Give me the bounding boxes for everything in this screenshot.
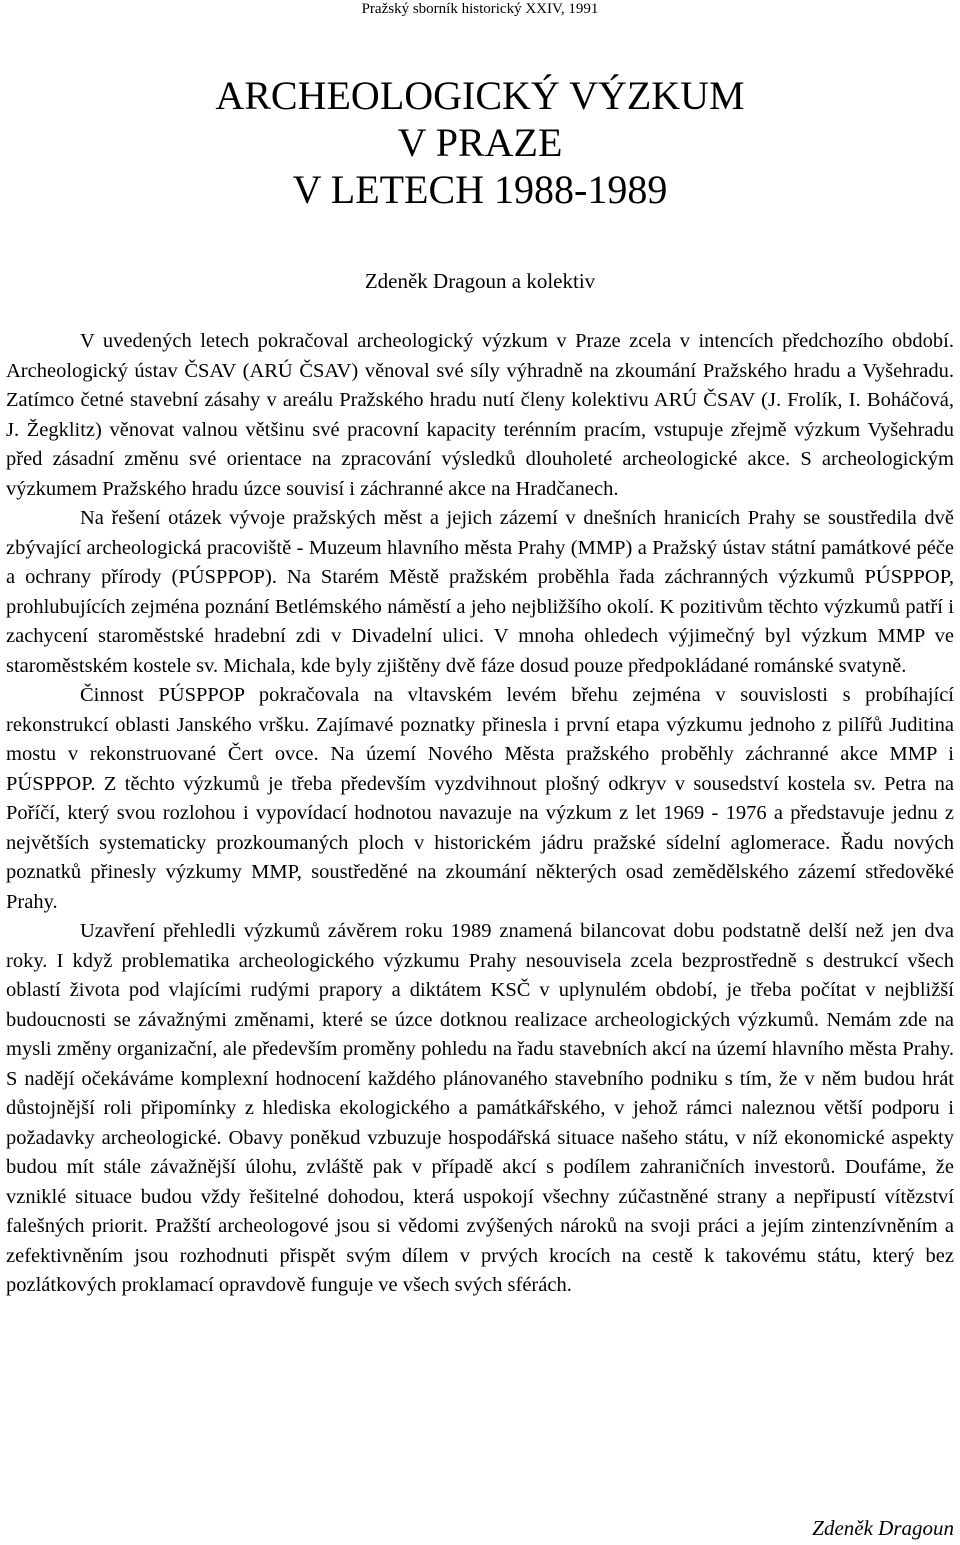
paragraph-3: Činnost PÚSPPOP pokračovala na vltavském levém břehu zejména v souvislosti s probíhající rekonstrukcí oblasti Janského vršku. Zajímavé poznatky přinesla i první etapa výzkumu jednoho z pilířů Juditina mostu v rekonstruované Čert ovce. Na území Nového Města pražského proběhly záchranné akce MMP i PÚSPPOP. Z těchto výzkumů je třeba především vyzdvihnout plošný odkryv v sousedství kostela sv. Petra na Poříčí, který svou rozlohou i vypovídací hodnotou navazuje na výzkum z let 1969 - 1976 a představuje jednu z největších systematicky prozkoumaných ploch v historickém jádru pražské sídelní aglomerace. Řadu nových poznatků přinesly výzkumy MMP, soustředěné na zkoumání některých osad zemědělského zázemí středověké Prahy. — [6, 684, 954, 913]
article-body — [6, 327, 954, 1301]
title-line-2: V PRAZE — [397, 120, 563, 165]
paragraph-2: Na řešení otázek vývoje pražských měst a jejich zázemí v dnešních hranicích Prahy se soustředila dvě zbývající archeologická pracoviště - Muzeum hlavního města Prahy (MMP) a Pražský ústav státní památkové péče a ochrany přírody (PÚSPPOP). Na Starém Městě pražském proběhla řada záchranných výzkumů PÚSPPOP, prohlubujících zejména poznání Betlémského náměstí a jeho nejbližšího okolí. K pozitivům těchto výzkumů patří i zachycení staroměstské hradební zdi v Divadelní ulici. V mnoha ohledech výjimečný byl výzkum MMP ve staroměstském kostele sv. Michala, kde byly zjištěny dvě fáze dosud pouze předpokládané románské svatyně. — [6, 507, 954, 677]
title-line-3: V LETECH 1988-1989 — [292, 167, 668, 212]
article-title — [0, 72, 960, 213]
paragraph-4: Uzavření přehledli výzkumů závěrem roku 1989 znamená bilancovat dobu podstatně delší než jen dva roky. I když problematika archeologického výzkumu Prahy nesouvisela zcela bezprostředně s destrukcí všech oblastí života pod vlajícími rudými prapory a diktátem KSČ v uplynulém období, je třeba počítat v nejbližší budoucnosti se závažnými změnami, které se úzce dotknou realizace archeologických výzkumů. Nemám zde na mysli změny organizační, ale především proměny pohledu na řadu stavebních akcí na území hlavního města Prahy. S nadějí očekáváme komplexní hodnocení každého plánovaného stavebního podniku s tím, že v něm budou hrát důstojnější roli připomínky z hlediska ekologického a památkářského, v jehož rámci naleznou větší podporu i požadavky archeologické. Obavy poněkud vzbuzuje hospodářská situace našeho státu, v níž ekonomické aspekty budou mít stále závažnější úlohu, zvláště pak v případě akcí s podílem zahraničních investorů. Doufáme, že vzniklé situace budou vždy řešitelné dohodou, která uspokojí všechny zúčastněné strany a nepřipustí vítězství falešných priorit. Pražští archeologové jsou si vědomi zvýšených nároků na svoji práci a jejím zintenzívněním a zefektivněním jsou rozhodnuti přispět svým dílem v prvých krocích na cestě k takovému státu, který bez pozlátkových proklamací opravdově funguje ve všech svých sférách. — [6, 920, 954, 1296]
title-line-1: ARCHEOLOGICKÝ VÝZKUM — [215, 73, 745, 118]
paragraph-1: V uvedených letech pokračoval archeologický výzkum v Praze zcela v intencích předchozího období. Archeologický ústav ČSAV (ARÚ ČSAV) věnoval své síly výhradně na zkoumání Pražského hradu a Vyšehradu. Zatímco četné stavební zásahy v areálu Pražského hradu nutí členy kolektivu ARÚ ČSAV (J. Frolík, I. Boháčová, J. Žegklitz) věnovat valnou většinu své pracovní kapacity terénním pracím, vstupuje zřejmě výzkum Vyšehradu před zásadní změnu své orientace na zpracování výsledků dlouholeté archeologické akce. S archeologickým výzkumem Pražského hradu úzce souvisí i záchranné akce na Hradčanech. — [6, 330, 954, 500]
running-header: Pražský sborník historický XXIV, 1991 — [361, 1, 599, 17]
signature: Zdeněk Dragoun — [812, 1516, 954, 1540]
article-author: Zdeněk Dragoun a kolektiv — [364, 269, 596, 293]
